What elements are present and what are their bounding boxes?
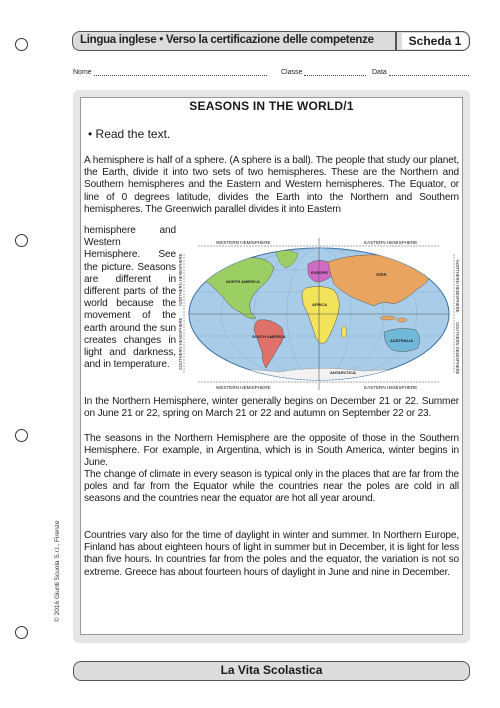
map-label-western-bottom: WESTERN HEMISPHERE — [216, 385, 271, 390]
class-field[interactable] — [281, 68, 366, 76]
map-label-eastern-top: EASTERN HEMISPHERE — [364, 240, 418, 245]
footer-title: La Vita Scolastica — [220, 663, 323, 677]
binder-hole — [15, 429, 28, 442]
paragraph-southern-hemisphere: The seasons in the Northern Hemisphere are the opposite of those in the Southern Hemisphere. For example, in Argentina, which is in South America, winter begins in June. — [84, 433, 459, 469]
map-label-africa: AFRICA — [312, 302, 328, 307]
name-label: Nome — [73, 69, 92, 76]
class-line — [304, 68, 366, 76]
map-label-antarctica: ANTARCTICA — [330, 370, 356, 375]
footer-bar — [73, 661, 470, 681]
map-label-northern-right: NORTHERN HEMISPHERE — [455, 260, 460, 313]
header-title: Lingua inglese • Verso la certificazione delle competenze — [80, 34, 374, 46]
paragraph-daylight: Countries vary also for the time of daylight in winter and summer. In Northern Europe, Finland has about eighteen hours of light in summer but in December, it is light for less than five hours. In countries far from the poles and the equator, the variation is not so extreme. Greece has about fourteen hours of daylight in June and nine in December. — [84, 530, 459, 578]
binder-hole — [15, 626, 28, 639]
map-label-northern-left: NORTHERN HEMISPHERE — [178, 253, 183, 306]
sheet-number-label: Scheda 1 — [402, 33, 468, 49]
date-line — [389, 68, 469, 76]
map-label-north-america: NORTH AMERICA — [226, 279, 260, 284]
copyright-credit: © 2016 Giunti Scuola S.r.l., Firenze — [54, 520, 61, 622]
paragraph-northern-hemisphere: In the Northern Hemisphere, winter generally begins on December 21 or 22. Summer on June 21 or 22, spring on March 21 or 22 and autumn on September 22 or 23. — [84, 396, 459, 420]
map-label-europe: EUROPE — [311, 270, 328, 275]
binder-hole — [15, 38, 28, 51]
paragraph-side: hemisphere and Western Hemisphere. See the picture. Seasons are different in different parts of the world because the movement of the earth around the sun creates changes in light and darkness, and in temperature. — [84, 225, 176, 371]
map-label-western-top: WESTERN HEMISPHERE — [216, 240, 271, 245]
paragraph-intro: A hemisphere is half of a sphere. (A sphere is a ball). The people that study our planet, the Earth, divide it into two sets of two hemispheres. These are the Northern and Southern hemispheres and the Eastern and Western hemispheres. The Equator, or line of 0 degrees latitude, divides the Earth into the Northern and Southern hemispheres. The Greenwich parallel divides it into Eastern — [84, 155, 459, 215]
map-label-australia: AUSTRALIA — [390, 338, 414, 343]
map-label-eastern-bottom: EASTERN HEMISPHERE — [364, 385, 418, 390]
name-field[interactable] — [73, 68, 267, 76]
instruction: • Read the text. — [88, 127, 171, 141]
binder-hole — [15, 234, 28, 247]
map-label-southern-left: SOUTHERN HEMISPHERE — [178, 317, 183, 370]
map-label-south-america: SOUTH AMERICA — [252, 334, 286, 339]
map-label-asia: ASIA — [376, 272, 387, 277]
worksheet-title: SEASONS IN THE WORLD/1 — [189, 99, 354, 113]
paragraph-climate: The change of climate in every season is typical only in the places that are far from the poles and far from the Equator while the countries near the poles are cold in all seasons and the countries near the equator are hot all year around. — [84, 469, 459, 505]
date-field[interactable] — [372, 68, 469, 76]
date-label: Data — [372, 69, 387, 76]
name-line — [94, 68, 267, 76]
class-label: Classe — [281, 69, 303, 76]
world-map — [178, 234, 459, 392]
map-label-southern-right: SOUTHERN HEMISPHERE — [455, 322, 460, 375]
header-divider — [395, 32, 397, 50]
